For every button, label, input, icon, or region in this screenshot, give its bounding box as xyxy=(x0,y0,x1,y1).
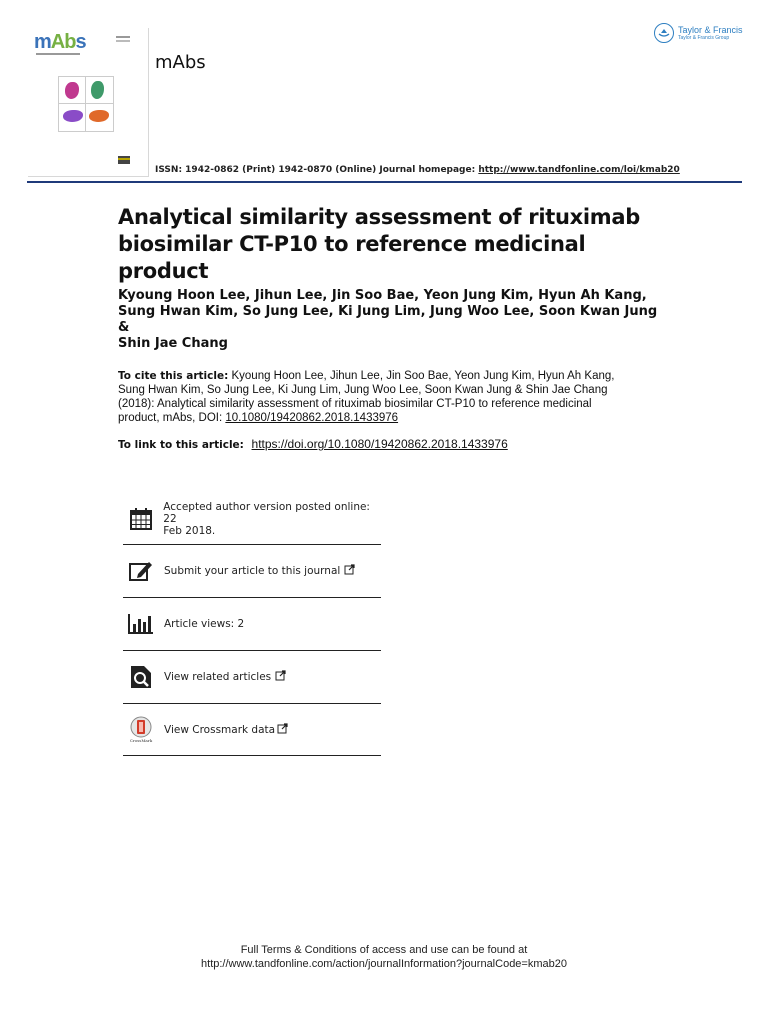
accepted-version-item xyxy=(123,494,381,545)
citation-text: (2018): Analytical similarity assessment of rituximab biosimilar CT-P10 to reference medicinal xyxy=(118,398,592,410)
external-link-icon xyxy=(277,723,288,737)
journal-homepage-link[interactable]: http://www.tandfonline.com/loi/kmab20 xyxy=(478,165,680,175)
cover-figure-blob xyxy=(89,110,109,122)
edit-icon xyxy=(127,557,155,585)
cover-subtitle-line xyxy=(36,53,80,55)
article-views-text: Article views: 2 xyxy=(164,618,245,630)
terms-footer xyxy=(0,943,768,971)
terms-text: Full Terms & Conditions of access and use can be found at xyxy=(240,944,528,956)
publisher-logo[interactable] xyxy=(654,23,743,43)
citation-label: To cite this article: xyxy=(118,370,229,382)
authors-line: Kyoung Hoon Lee, Jihun Lee, Jin Soo Bae, Yeon Jung Kim, Hyun Ah Kang, xyxy=(118,288,647,303)
crossmark-icon xyxy=(127,716,155,744)
cover-detail-line xyxy=(116,36,130,38)
cover-figure-blob xyxy=(63,110,83,122)
publisher-group: Taylor & Francis Group xyxy=(678,34,730,41)
search-document-icon xyxy=(127,663,155,691)
cover-figure-grid xyxy=(58,76,114,132)
cover-figure-blob xyxy=(65,82,79,99)
citation-block xyxy=(118,369,648,425)
cover-publisher-mark-stripe xyxy=(118,158,130,160)
bar-chart-icon xyxy=(127,610,155,638)
external-link-icon xyxy=(275,670,286,684)
article-link-line xyxy=(118,437,678,453)
accepted-version-line: Feb 2018. xyxy=(163,525,216,537)
journal-name: mAbs xyxy=(155,52,206,73)
external-link-icon xyxy=(344,564,355,578)
article-authors xyxy=(118,288,658,352)
citation-text: Kyoung Hoon Lee, Jihun Lee, Jin Soo Bae, Yeon Jung Kim, Hyun Ah Kang, xyxy=(228,370,615,382)
authors-line: Sung Hwan Kim, So Jung Lee, Ki Jung Lim, Jung Woo Lee, Soon Kwan Jung & xyxy=(118,304,658,335)
calendar-icon xyxy=(127,505,154,533)
terms-url[interactable]: http://www.tandfonline.com/action/journalInformation?journalCode=kmab20 xyxy=(201,958,567,970)
issn-text: ISSN: 1942-0862 (Print) 1942-0870 (Online) Journal homepage: xyxy=(155,165,479,175)
related-articles-link[interactable]: View related articles xyxy=(164,671,272,683)
article-title xyxy=(118,204,678,285)
publisher-name: Taylor & Francis xyxy=(678,24,743,35)
accepted-version-line: Accepted author version posted online: 22 xyxy=(163,501,370,525)
article-link-label: To link to this article: xyxy=(118,439,248,451)
crossmark-item[interactable] xyxy=(123,704,381,756)
authors-line: Shin Jae Chang xyxy=(118,336,228,351)
article-title-line: Analytical similarity assessment of rituximab xyxy=(118,205,640,229)
publisher-logo-icon xyxy=(654,23,674,43)
article-doi-url[interactable]: https://doi.org/10.1080/19420862.2018.1433976 xyxy=(251,437,508,451)
header-divider xyxy=(27,181,742,183)
citation-text: product, mAbs, DOI: xyxy=(118,412,226,424)
accepted-version-text xyxy=(163,501,381,537)
crossmark-icon-label: CrossMark xyxy=(129,738,153,743)
crossmark-link[interactable]: View Crossmark data xyxy=(164,723,276,736)
citation-text: Sung Hwan Kim, So Jung Lee, Ki Jung Lim, Jung Woo Lee, Soon Kwan Jung & Shin Jae Chang xyxy=(118,384,608,396)
article-views-item xyxy=(123,598,381,651)
submit-article-item[interactable] xyxy=(123,545,381,598)
journal-cover-logo: mAbs xyxy=(34,31,86,53)
article-title-line: biosimilar CT-P10 to reference medicinal product xyxy=(118,232,586,283)
cover-detail-line xyxy=(116,40,130,42)
cover-figure-blob xyxy=(91,81,104,99)
related-articles-item[interactable] xyxy=(123,651,381,704)
issn-line xyxy=(155,165,680,175)
submit-article-link[interactable]: Submit your article to this journal xyxy=(164,565,341,577)
citation-doi-link[interactable]: 10.1080/19420862.2018.1433976 xyxy=(225,412,399,424)
